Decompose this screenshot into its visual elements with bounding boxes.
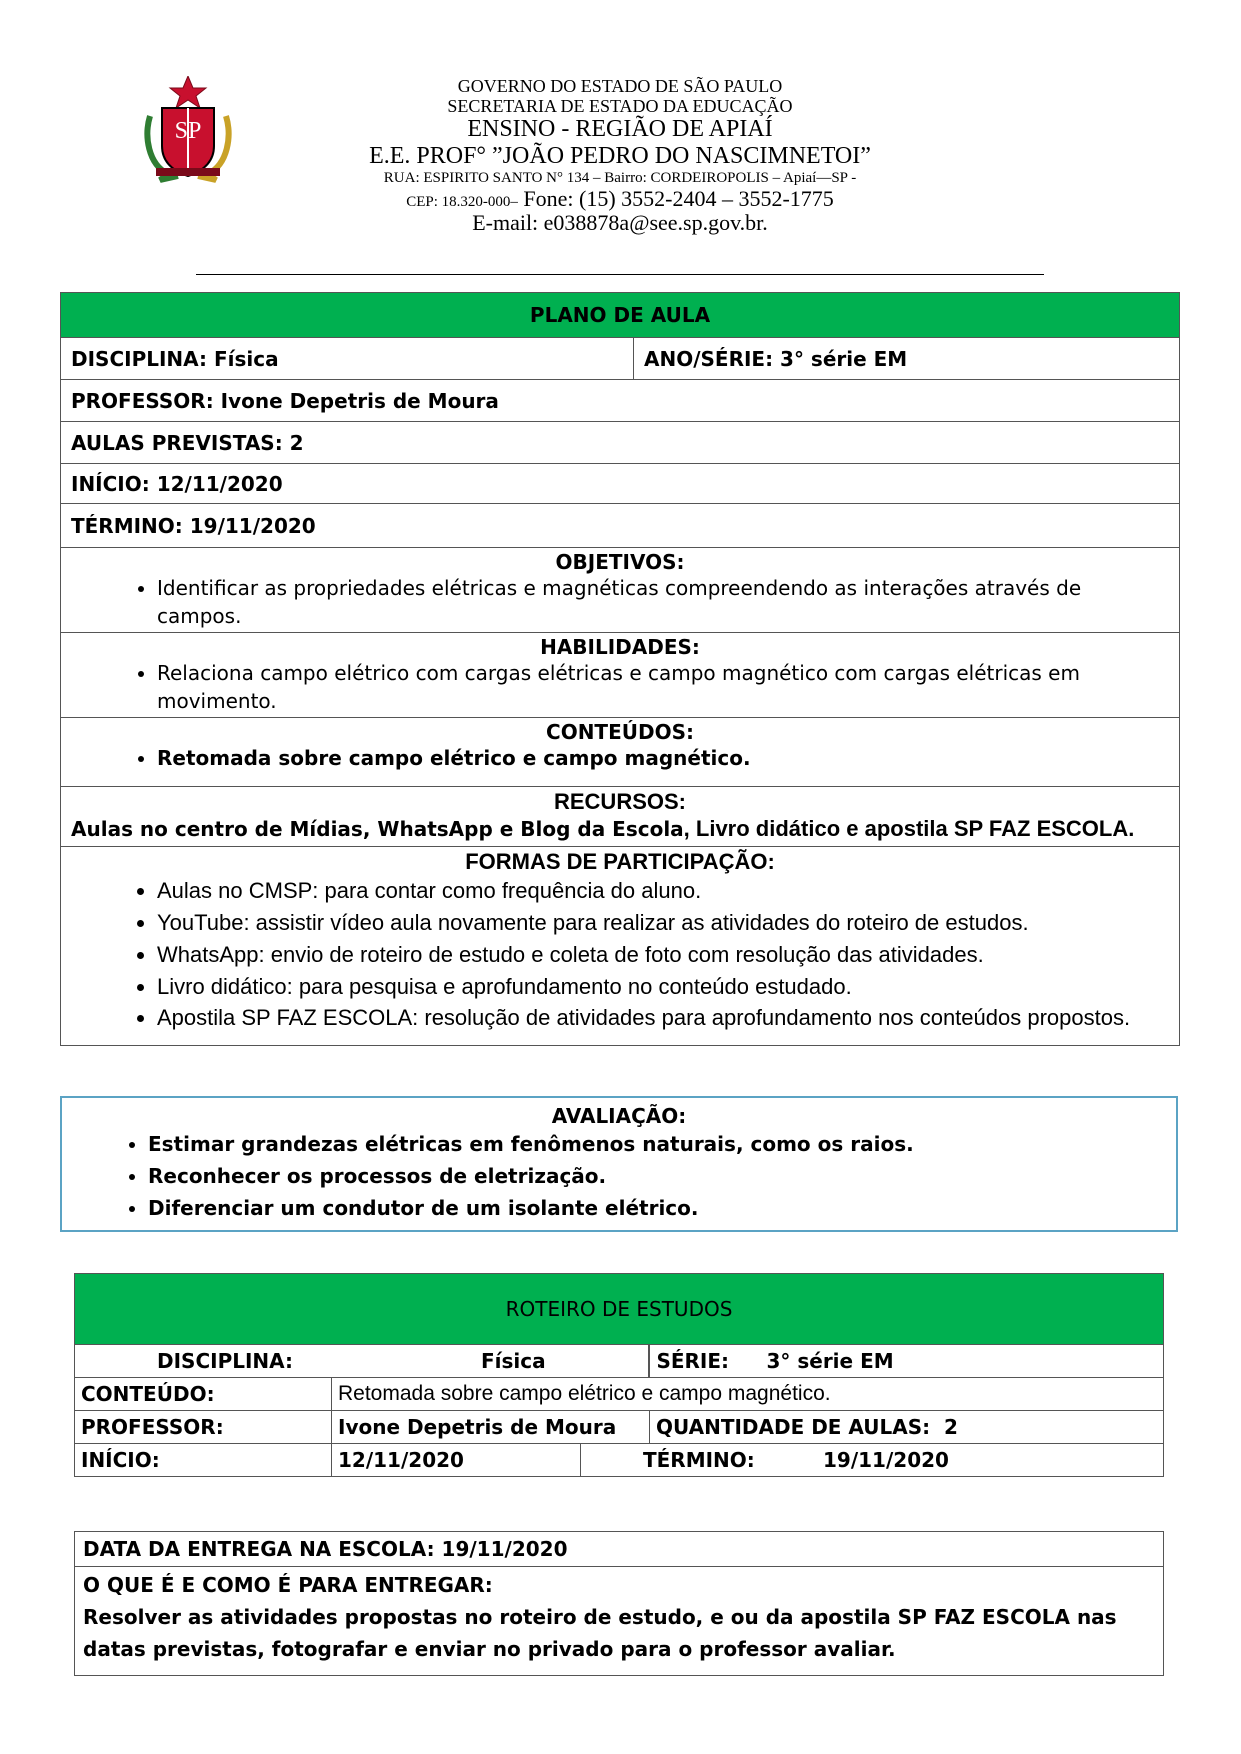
list-item: • WhatsApp: envio de roteiro de estudo e coleta de foto com resolução das atividades. xyxy=(157,939,1169,971)
plano-inicio: INÍCIO: 12/11/2020 xyxy=(61,464,1180,504)
plano-termino: TÉRMINO: 19/11/2020 xyxy=(61,504,1180,548)
header-cep: CEP: 18.320-000– xyxy=(406,193,518,210)
list-item: • Livro didático: para pesquisa e aprofundamento no conteúdo estudado. xyxy=(157,971,1169,1003)
roteiro-serie-label: SÉRIE: xyxy=(656,1349,730,1373)
header-line-address: RUA: ESPIRITO SANTO N° 134 – Bairro: CORDEIROPOLIS – Apiaí—SP - xyxy=(383,170,857,187)
list-item: • Identificar as propriedades elétricas e magnéticas compreendendo as interações através de campos. xyxy=(157,574,1169,630)
roteiro-termino-label: TÉRMINO: xyxy=(643,1448,755,1472)
entrega-box xyxy=(74,1531,1164,1676)
list-item: • Apostila SP FAZ ESCOLA: resolução de atividades para aprofundamento nos conteúdos propostos. xyxy=(157,1003,1169,1033)
list-item: • Diferenciar um condutor de um isolante elétrico. xyxy=(148,1192,1176,1224)
formas-section xyxy=(61,846,1180,1045)
entrega-text: Resolver as atividades propostas no roteiro de estudo, e ou da apostila SP FAZ ESCOLA nas datas previstas, fotografar e enviar no privado para o professor avaliar. xyxy=(83,1605,1117,1661)
roteiro-de-estudos-table xyxy=(74,1273,1164,1477)
roteiro-termino-value: 19/11/2020 xyxy=(823,1448,949,1472)
plano-de-aula-table xyxy=(60,292,1180,1046)
roteiro-disciplina-value: Física xyxy=(481,1349,546,1373)
roteiro-disciplina-cell xyxy=(75,1345,650,1378)
plano-professor: PROFESSOR: Ivone Depetris de Moura xyxy=(61,380,1180,422)
roteiro-inicio-label: INÍCIO: xyxy=(75,1444,332,1477)
recursos-section xyxy=(61,787,1180,847)
header-divider xyxy=(196,274,1044,275)
habilidades-list xyxy=(71,659,1169,715)
plano-ano-serie: ANO/SÉRIE: 3° série EM xyxy=(634,338,1180,380)
roteiro-professor-label: PROFESSOR: xyxy=(75,1411,332,1444)
formas-title: FORMAS DE PARTICIPAÇÃO: xyxy=(465,848,775,874)
roteiro-quantidade-label: QUANTIDADE DE AULAS: xyxy=(655,1415,931,1439)
header-line-school: E.E. PROF° ”JOÃO PEDRO DO NASCIMNETOI” xyxy=(369,143,871,170)
roteiro-quantidade-value: 2 xyxy=(943,1415,958,1439)
header-email: E-mail: e038878a@see.sp.gov.br. xyxy=(472,210,768,236)
roteiro-conteudo-label: CONTEÚDO: xyxy=(75,1378,332,1411)
formas-list xyxy=(71,875,1169,1033)
list-item: • Reconhecer os processos de eletrização. xyxy=(148,1160,1176,1192)
conteudos-list xyxy=(71,744,1169,772)
list-item: • Retomada sobre campo elétrico e campo magnético. xyxy=(157,744,1169,772)
header-line-regiao: ENSINO - REGIÃO DE APIAÍ xyxy=(467,116,773,143)
school-header xyxy=(180,76,1060,236)
crest-text: SP xyxy=(174,118,202,144)
list-item: • Estimar grandezas elétricas em fenômenos naturais, como os raios. xyxy=(148,1128,1176,1160)
list-item: • YouTube: assistir vídeo aula novamente para realizar as atividades do roteiro de estudos. xyxy=(157,907,1169,939)
plano-disciplina: DISCIPLINA: Física xyxy=(61,338,634,380)
entrega-data: DATA DA ENTREGA NA ESCOLA: 19/11/2020 xyxy=(75,1532,1163,1567)
list-item: • Relaciona campo elétrico com cargas elétricas e campo magnético com cargas elétricas em movimento. xyxy=(157,659,1169,715)
roteiro-conteudo-value: Retomada sobre campo elétrico e campo magnético. xyxy=(332,1378,1164,1411)
roteiro-title: ROTEIRO DE ESTUDOS xyxy=(75,1274,1164,1345)
objetivos-title: OBJETIVOS: xyxy=(555,550,685,574)
habilidades-title: HABILIDADES: xyxy=(540,635,700,659)
list-item: • Aulas no CMSP: para contar como frequência do aluno. xyxy=(157,875,1169,907)
recursos-text-a: Aulas no centro de Mídias, WhatsApp e Blog da Escola xyxy=(71,817,684,841)
objetivos-list xyxy=(71,574,1169,630)
plano-title: PLANO DE AULA xyxy=(61,293,1180,338)
roteiro-disciplina-label: DISCIPLINA: xyxy=(157,1349,293,1373)
roteiro-professor-value: Ivone Depetris de Moura xyxy=(332,1411,650,1444)
avaliacao-section xyxy=(60,1096,1178,1232)
recursos-title: RECURSOS: xyxy=(553,789,686,814)
habilidades-section xyxy=(61,633,1180,718)
avaliacao-list xyxy=(62,1128,1176,1224)
plano-aulas-previstas: AULAS PREVISTAS: 2 xyxy=(61,422,1180,464)
objetivos-section xyxy=(61,548,1180,633)
conteudos-section xyxy=(61,718,1180,787)
conteudos-title: CONTEÚDOS: xyxy=(546,720,694,744)
roteiro-serie-cell xyxy=(649,1345,1163,1378)
roteiro-serie-value: 3° série EM xyxy=(766,1349,894,1373)
roteiro-quantidade-cell xyxy=(649,1411,1163,1444)
roteiro-inicio-value: 12/11/2020 xyxy=(332,1444,581,1477)
entrega-question: O QUE É E COMO É PARA ENTREGAR: xyxy=(83,1573,493,1597)
header-line-secretaria: SECRETARIA DE ESTADO DA EDUCAÇÃO xyxy=(447,96,793,117)
header-line-government: GOVERNO DO ESTADO DE SÃO PAULO xyxy=(457,76,783,96)
avaliacao-title: AVALIAÇÃO: xyxy=(551,1104,687,1128)
roteiro-termino-cell xyxy=(581,1444,1164,1477)
header-phone: Fone: (15) 3552-2404 – 3552-1775 xyxy=(517,185,834,211)
recursos-text-b: , Livro didático e apostila SP FAZ ESCOLA. xyxy=(683,816,1135,841)
